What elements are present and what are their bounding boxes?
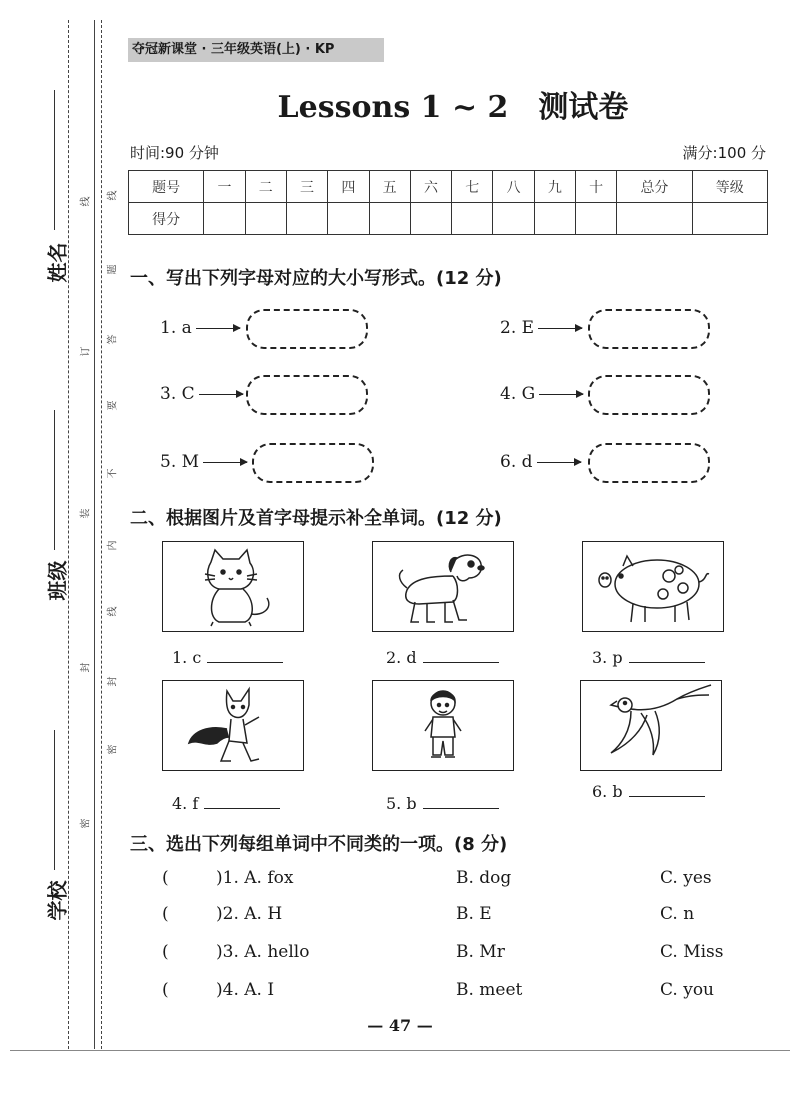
binding-char: 密 xyxy=(80,818,92,829)
name-blank[interactable] xyxy=(54,90,55,230)
binding-line-solid xyxy=(94,20,95,1049)
score-cell[interactable] xyxy=(286,203,327,235)
section1-item xyxy=(500,452,581,472)
option-b: B. dog xyxy=(456,868,512,888)
bird-picture xyxy=(580,680,722,771)
answer-paren[interactable]: ( xyxy=(162,942,169,962)
cat-picture xyxy=(162,541,304,632)
table-cell: 七 xyxy=(452,171,493,203)
footer-divider xyxy=(10,1050,790,1051)
option-b: B. meet xyxy=(456,980,523,1000)
option-a: )4. A. I xyxy=(216,980,275,1000)
answer-blank[interactable] xyxy=(207,648,283,663)
item-label: 3. C xyxy=(160,384,195,404)
item-label: 4. G xyxy=(500,384,536,404)
section1-item xyxy=(160,384,243,404)
answer-blank[interactable] xyxy=(423,794,499,809)
table-cell: 八 xyxy=(493,171,534,203)
arrow-icon xyxy=(537,462,581,463)
section2-item xyxy=(386,648,499,667)
table-cell: 五 xyxy=(369,171,410,203)
section2-item xyxy=(172,794,280,813)
school-blank[interactable] xyxy=(54,730,55,870)
score-cell[interactable] xyxy=(692,203,767,235)
school-label: 学校 xyxy=(45,880,70,921)
answer-box[interactable] xyxy=(588,443,710,483)
score-cell[interactable] xyxy=(245,203,286,235)
answer-paren[interactable]: ( xyxy=(162,904,169,924)
item-label: 1. c xyxy=(172,648,202,667)
series-header: 夺冠新课堂 · 三年级英语(上) · KP xyxy=(128,38,384,62)
table-cell: 四 xyxy=(328,171,369,203)
binding-char: 线 xyxy=(80,196,92,207)
binding-char: 不 xyxy=(107,468,119,479)
dog-icon xyxy=(373,542,513,631)
answer-paren[interactable]: ( xyxy=(162,868,169,888)
class-label: 班级 xyxy=(45,560,70,601)
option-a: )2. A. H xyxy=(216,904,283,924)
binding-char: 线 xyxy=(107,190,119,201)
binding-char: 封 xyxy=(80,662,92,673)
score-cell[interactable] xyxy=(534,203,575,235)
arrow-icon xyxy=(199,394,243,395)
answer-box[interactable] xyxy=(246,375,368,415)
item-label: 6. b xyxy=(592,782,623,801)
answer-blank[interactable] xyxy=(204,794,280,809)
pig-picture xyxy=(582,541,724,632)
arrow-icon xyxy=(203,462,247,463)
answer-blank[interactable] xyxy=(629,782,705,797)
answer-box[interactable] xyxy=(588,375,710,415)
fox-icon xyxy=(163,681,303,770)
score-cell[interactable] xyxy=(328,203,369,235)
section1-item xyxy=(160,318,240,338)
answer-blank[interactable] xyxy=(423,648,499,663)
dog-picture xyxy=(372,541,514,632)
section3-heading: 三、选出下列每组单词中不同类的一项。(8 分) xyxy=(130,834,508,855)
binding-char: 密 xyxy=(107,744,119,755)
score-cell[interactable] xyxy=(493,203,534,235)
item-label: 5. M xyxy=(160,452,200,472)
binding-char: 封 xyxy=(107,676,119,687)
section1-item xyxy=(500,384,583,404)
option-c: C. Miss xyxy=(660,942,724,962)
binding-char: 订 xyxy=(80,346,92,357)
arrow-icon xyxy=(196,328,240,329)
section1-item xyxy=(500,318,582,338)
cat-icon xyxy=(163,542,303,631)
full-score: 满分:100 分 xyxy=(682,144,766,162)
option-c: C. yes xyxy=(660,868,712,888)
binding-line-dashed xyxy=(101,20,102,1049)
option-a: )3. A. hello xyxy=(216,942,310,962)
option-c: C. you xyxy=(660,980,714,1000)
score-cell[interactable] xyxy=(204,203,245,235)
bird-icon xyxy=(581,681,721,770)
class-blank[interactable] xyxy=(54,410,55,550)
answer-box[interactable] xyxy=(252,443,374,483)
option-c: C. n xyxy=(660,904,695,924)
binding-char: 装 xyxy=(80,508,92,519)
table-cell: 九 xyxy=(534,171,575,203)
section1-item xyxy=(160,452,247,472)
score-cell[interactable] xyxy=(452,203,493,235)
boy-picture xyxy=(372,680,514,771)
name-label: 姓名 xyxy=(45,242,70,283)
section2-item xyxy=(592,648,705,667)
fox-picture xyxy=(162,680,304,771)
item-label: 5. b xyxy=(386,794,417,813)
page-number: — 47 — xyxy=(367,1016,433,1035)
option-b: B. E xyxy=(456,904,492,924)
item-label: 2. E xyxy=(500,318,535,338)
table-cell: 题号 xyxy=(129,171,204,203)
option-a: )1. A. fox xyxy=(216,868,294,888)
table-cell: 等级 xyxy=(692,171,767,203)
boy-icon xyxy=(373,681,513,770)
binding-char: 要 xyxy=(107,400,119,411)
section2-item xyxy=(172,648,283,667)
page-title: Lessons 1 ~ 2 测试卷 xyxy=(277,90,629,125)
binding-char: 线 xyxy=(107,606,119,617)
table-cell: 二 xyxy=(245,171,286,203)
answer-paren[interactable]: ( xyxy=(162,980,169,1000)
arrow-icon xyxy=(539,394,583,395)
time-limit: 时间:90 分钟 xyxy=(130,144,219,162)
table-cell: 六 xyxy=(410,171,451,203)
section1-heading: 一、写出下列字母对应的大小写形式。(12 分) xyxy=(130,268,502,289)
score-table-score-row xyxy=(129,203,768,235)
answer-box[interactable] xyxy=(246,309,368,349)
score-cell[interactable] xyxy=(617,203,692,235)
item-label: 4. f xyxy=(172,794,199,813)
score-table xyxy=(128,170,768,235)
score-table-header-row xyxy=(129,171,768,203)
table-cell: 一 xyxy=(204,171,245,203)
section2-item xyxy=(386,794,499,813)
section2-item xyxy=(592,782,705,801)
answer-box[interactable] xyxy=(588,309,710,349)
binding-char: 内 xyxy=(107,540,119,551)
score-cell[interactable] xyxy=(369,203,410,235)
section2-heading: 二、根据图片及首字母提示补全单词。(12 分) xyxy=(130,508,502,529)
binding-char: 答 xyxy=(107,334,119,345)
item-label: 6. d xyxy=(500,452,533,472)
score-cell[interactable] xyxy=(575,203,616,235)
score-cell[interactable] xyxy=(410,203,451,235)
table-cell: 十 xyxy=(575,171,616,203)
pig-icon xyxy=(583,542,723,631)
answer-blank[interactable] xyxy=(629,648,705,663)
item-label: 2. d xyxy=(386,648,417,667)
item-label: 3. p xyxy=(592,648,623,667)
option-b: B. Mr xyxy=(456,942,505,962)
item-label: 1. a xyxy=(160,318,192,338)
binding-char: 题 xyxy=(107,264,119,275)
table-cell: 总分 xyxy=(617,171,692,203)
arrow-icon xyxy=(538,328,582,329)
table-cell: 得分 xyxy=(129,203,204,235)
table-cell: 三 xyxy=(286,171,327,203)
